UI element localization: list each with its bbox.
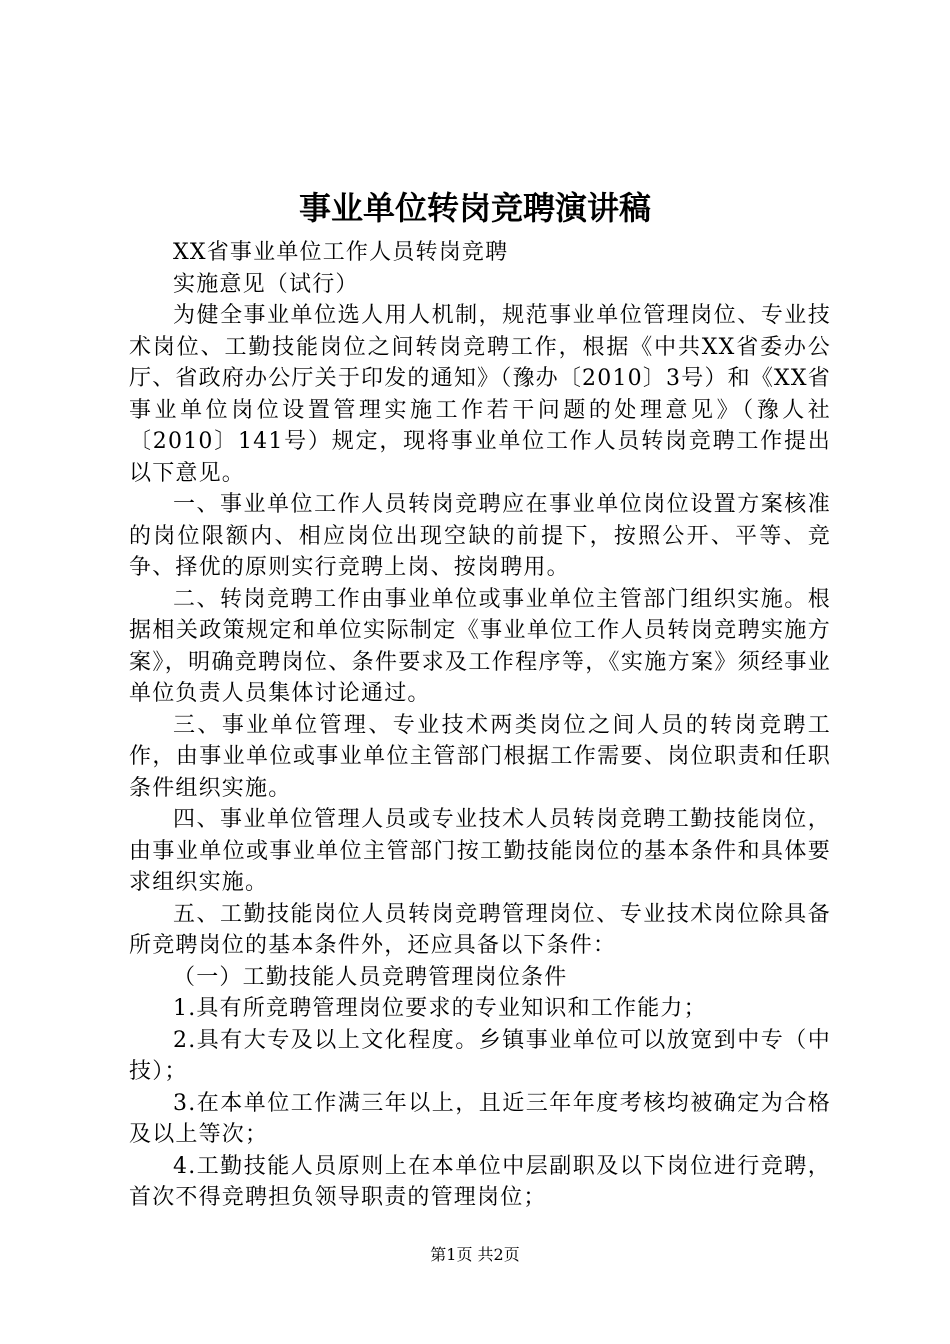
paragraph: 4.工勤技能人员原则上在本单位中层副职及以下岗位进行竞聘，首次不得竞聘担负领导职责的管理岗位；	[129, 1153, 831, 1210]
paragraph: 为健全事业单位选人用人机制，规范事业单位管理岗位、专业技术岗位、工勤技能岗位之间转岗竞聘工作，根据《中共XX省委办公厅、省政府办公厅关于印发的通知》（豫办〔2010〕3号）和《XX省事业单位岗位设置管理实施工作若干问题的处理意见》（豫人社〔2010〕141号）规定，现将事业单位工作人员转岗竞聘工作提出以下意见。	[129, 303, 831, 486]
paragraph: 二、转岗竞聘工作由事业单位或事业单位主管部门组织实施。根据相关政策规定和单位实际制定《事业单位工作人员转岗竞聘实施方案》，明确竞聘岗位、条件要求及工作程序等，《实施方案》须经事业单位负责人员集体讨论通过。	[129, 586, 831, 706]
paragraph: 1.具有所竞聘管理岗位要求的专业知识和工作能力；	[173, 996, 707, 1021]
paragraph: 3.在本单位工作满三年以上，且近三年年度考核均被确定为合格及以上等次；	[129, 1090, 831, 1147]
paragraph: （一）工勤技能人员竞聘管理岗位条件	[173, 964, 568, 990]
document-title: 事业单位转岗竞聘演讲稿	[298, 189, 651, 227]
paragraph: 实施意见（试行）	[173, 271, 359, 297]
paragraph: 五、工勤技能岗位人员转岗竞聘管理岗位、专业技术岗位除具备所竞聘岗位的基本条件外，还应具备以下条件：	[129, 901, 831, 958]
paragraph: 2.具有大专及以上文化程度。乡镇事业单位可以放宽到中专（中技）；	[129, 1027, 831, 1084]
paragraph: 一、事业单位工作人员转岗竞聘应在事业单位岗位设置方案核准的岗位限额内、相应岗位出现空缺的前提下，按照公开、平等、竞争、择优的原则实行竞聘上岗、按岗聘用。	[129, 492, 831, 580]
paragraph: XX省事业单位工作人员转岗竞聘	[173, 240, 509, 265]
paragraph: 四、事业单位管理人员或专业技术人员转岗竞聘工勤技能岗位，由事业单位或事业单位主管部门按工勤技能岗位的基本条件和具体要求组织实施。	[129, 807, 831, 895]
paragraph: 三、事业单位管理、专业技术两类岗位之间人员的转岗竞聘工作，由事业单位或事业单位主管部门根据工作需要、岗位职责和任职条件组织实施。	[129, 712, 831, 801]
page-footer: 第1页 共2页	[430, 1245, 520, 1264]
document-body	[129, 237, 831, 1214]
